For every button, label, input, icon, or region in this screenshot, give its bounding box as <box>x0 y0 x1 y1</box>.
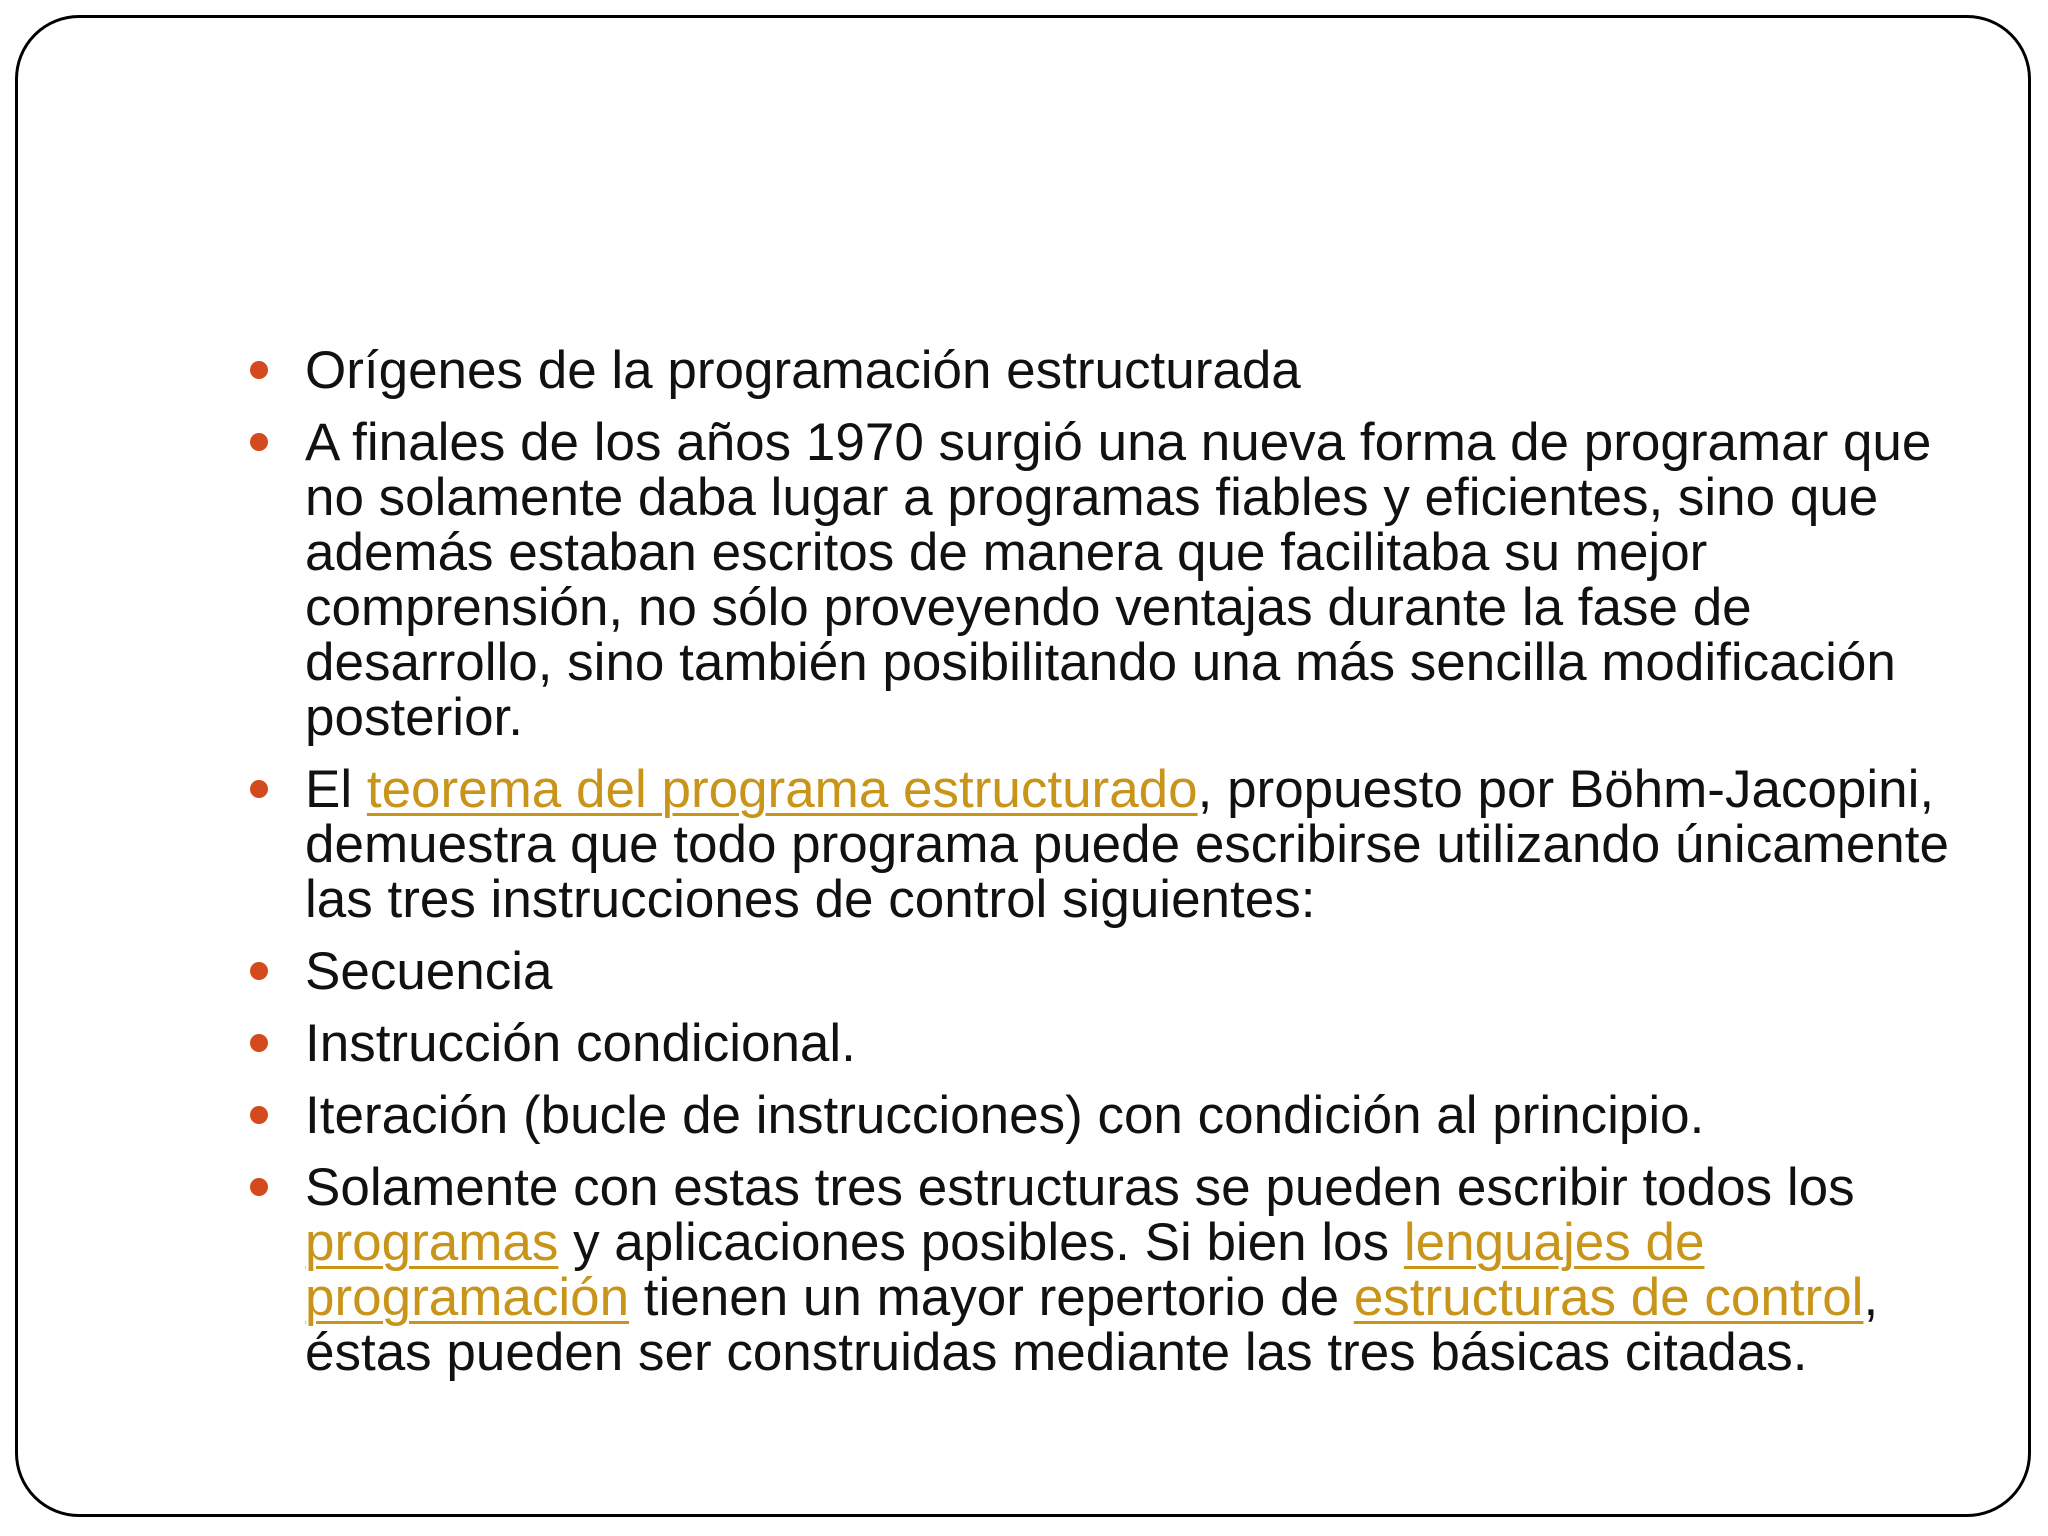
bullet-text: Solamente con estas tres estructuras se pueden escribir todos los <box>305 1158 1855 1217</box>
link-lenguajes-de-programacion[interactable]: lenguajes de programación <box>305 1213 1705 1327</box>
bullet-item-history <box>238 415 1958 745</box>
bullet-text: El <box>305 760 367 819</box>
bullet-dot-icon <box>250 1106 268 1124</box>
bullet-item-conclusion <box>238 1160 1958 1380</box>
bullet-text: Iteración (bucle de instrucciones) con condición al principio. <box>305 1086 1705 1145</box>
slide-content <box>238 343 1958 1397</box>
link-estructuras-de-control[interactable]: estructuras de control <box>1353 1268 1864 1327</box>
bullet-text: Orígenes de la programación estructurada <box>305 341 1301 400</box>
link-programas[interactable]: programas <box>305 1213 559 1272</box>
bullet-item-origins <box>238 343 1958 398</box>
bullet-text: Secuencia <box>305 942 553 1001</box>
bullet-dot-icon <box>250 1178 268 1196</box>
bullet-text: tienen un mayor repertorio de <box>629 1268 1354 1327</box>
bullet-text: , éstas pueden ser construidas mediante las tres básicas citadas. <box>305 1268 1879 1382</box>
bullet-dot-icon <box>250 962 268 980</box>
link-teorema-programa-estructurado[interactable]: teorema del programa estructurado <box>366 760 1198 819</box>
bullet-dot-icon <box>250 361 268 379</box>
bullet-item-condicional <box>238 1016 1958 1071</box>
bullet-text: , propuesto por Böhm-Jacopini, demuestra que todo programa puede escribirse utilizando únicamente las tres instrucciones de control siguientes: <box>305 760 1949 929</box>
bullet-text: Instrucción condicional. <box>305 1014 856 1073</box>
bullet-text: y aplicaciones posibles. Si bien los <box>558 1213 1404 1272</box>
bullet-item-iteracion <box>238 1088 1958 1143</box>
bullet-text: A finales de los años 1970 surgió una nueva forma de programar que no solamente daba lugar a programas fiables y eficientes, sino que además estaban escritos de manera que facilitaba su mejor comprensión, no sólo proveyendo ventajas durante la fase de desarrollo, sino también posibilitando una más sencilla modificación posterior. <box>305 413 1932 747</box>
slide-frame <box>15 15 2031 1517</box>
bullet-item-theorem <box>238 762 1958 927</box>
bullet-item-secuencia <box>238 944 1958 999</box>
bullet-list <box>238 343 1958 1380</box>
bullet-dot-icon <box>250 780 268 798</box>
bullet-dot-icon <box>250 433 268 451</box>
bullet-dot-icon <box>250 1034 268 1052</box>
